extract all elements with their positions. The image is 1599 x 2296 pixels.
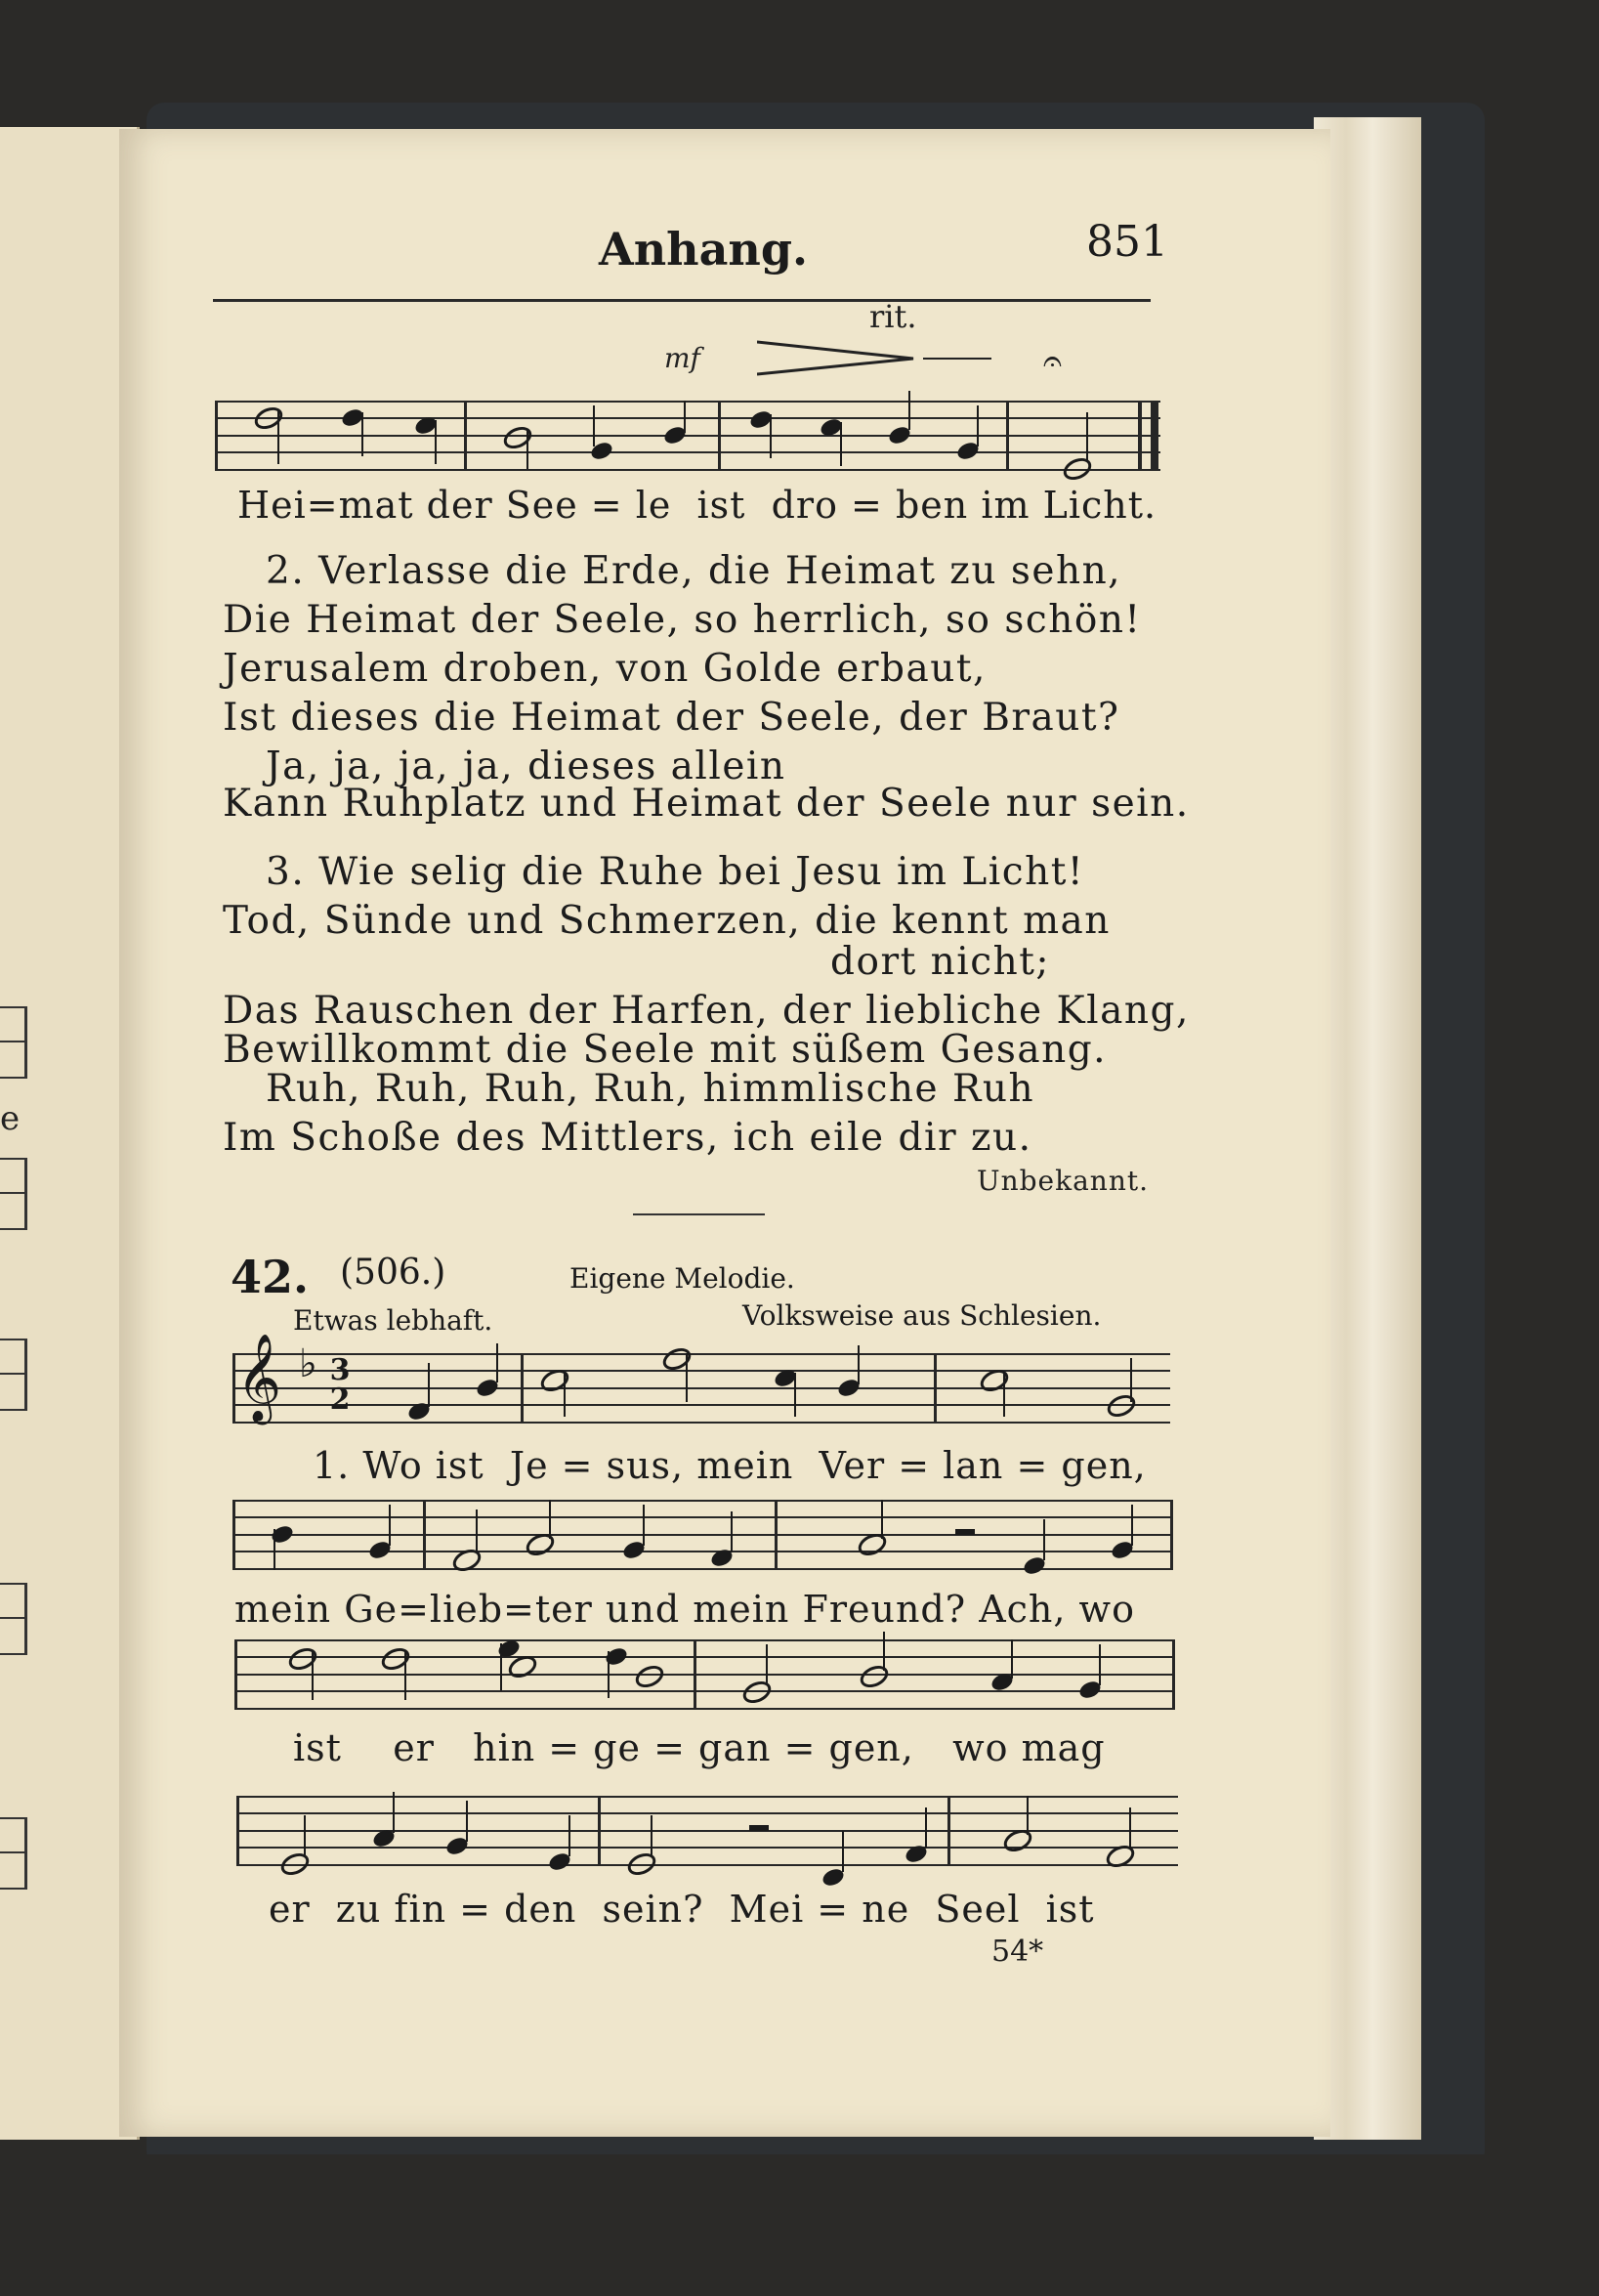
treble-clef-icon: 𝄞: [236, 1334, 282, 1422]
page-number: 851: [1086, 217, 1168, 267]
half-rest-icon: [749, 1825, 769, 1831]
music-staff-1: [215, 401, 1160, 471]
left-staff-fragment: [0, 1339, 27, 1411]
verse-line: Ruh, Ruh, Ruh, Ruh, himmlische Ruh: [266, 1067, 1035, 1111]
lyrics-line: mein Ge=lieb=ter und mein Freund? Ach, wo: [234, 1588, 1135, 1631]
lyrics-line: 1. Wo ist Je = sus, mein Ver = lan = gen,: [313, 1444, 1147, 1487]
background-strip: [0, 2154, 1599, 2296]
flat-icon: ♭: [299, 1341, 317, 1386]
verse-line: Tod, Sünde und Schmerzen, die kennt man: [223, 899, 1111, 943]
verse-line: Das Rauschen der Harfen, der liebliche Klang,: [223, 989, 1190, 1033]
music-staff-2: [232, 1334, 1170, 1424]
verse-line: dort nicht;: [830, 940, 1051, 984]
separator-rule: [633, 1213, 765, 1215]
left-staff-fragment: [0, 1158, 27, 1230]
verse-line: Kann Ruhplatz und Heimat der Seele nur sein.: [223, 782, 1190, 826]
song-reference: (506.): [340, 1253, 446, 1293]
lyrics-line: er zu fin = den sein? Mei = ne Seel ist: [269, 1888, 1095, 1931]
verse-line: Im Schoße des Mittlers, ich eile dir zu.: [223, 1116, 1032, 1160]
verse-line: 2. Verlasse die Erde, die Heimat zu sehn,: [266, 549, 1122, 593]
music-staff-3: [232, 1500, 1172, 1570]
music-staff-5: [236, 1796, 1178, 1866]
tempo-indication: Etwas lebhaft.: [293, 1304, 493, 1337]
dynamic-marking: mf: [664, 342, 700, 374]
verse-line: Ist dieses die Heimat der Seele, der Braut?: [223, 696, 1120, 740]
half-rest-icon: [955, 1529, 975, 1535]
header-rule: [213, 299, 1151, 302]
left-staff-fragment: [0, 1583, 27, 1655]
decrescendo-hairpin: [757, 337, 991, 376]
tempo-marking: rit.: [869, 298, 917, 335]
song-number: 42.: [231, 1251, 310, 1303]
left-edge-letter: e: [0, 1099, 21, 1138]
verse-line: Bewillkommt die Seele mit süßem Gesang.: [223, 1028, 1108, 1072]
fermata-icon: 𝄐: [1043, 342, 1062, 381]
lyrics-line: Hei=mat der See = le ist dro = ben im Licht.: [237, 484, 1157, 527]
lyrics-line: ist er hin = ge = gan = gen, wo mag: [293, 1726, 1106, 1769]
left-staff-fragment: [0, 1006, 27, 1079]
verse-line: Ja, ja, ja, ja, dieses allein: [266, 744, 786, 788]
verse-line: Die Heimat der Seele, so herrlich, so schön!: [223, 598, 1142, 642]
melody-label: Eigene Melodie.: [569, 1262, 795, 1295]
printer-signature: 54*: [991, 1935, 1044, 1969]
time-signature: 3 2: [329, 1353, 351, 1417]
melody-source: Volksweise aus Schlesien.: [742, 1299, 1102, 1332]
page-title: Anhang.: [599, 223, 809, 276]
author-credit: Unbekannt.: [977, 1165, 1150, 1197]
left-staff-fragment: [0, 1817, 27, 1890]
verse-line: Jerusalem droben, von Golde erbaut,: [223, 647, 987, 691]
music-staff-4: [234, 1639, 1174, 1710]
verse-line: 3. Wie selig die Ruhe bei Jesu im Licht!: [266, 850, 1085, 894]
